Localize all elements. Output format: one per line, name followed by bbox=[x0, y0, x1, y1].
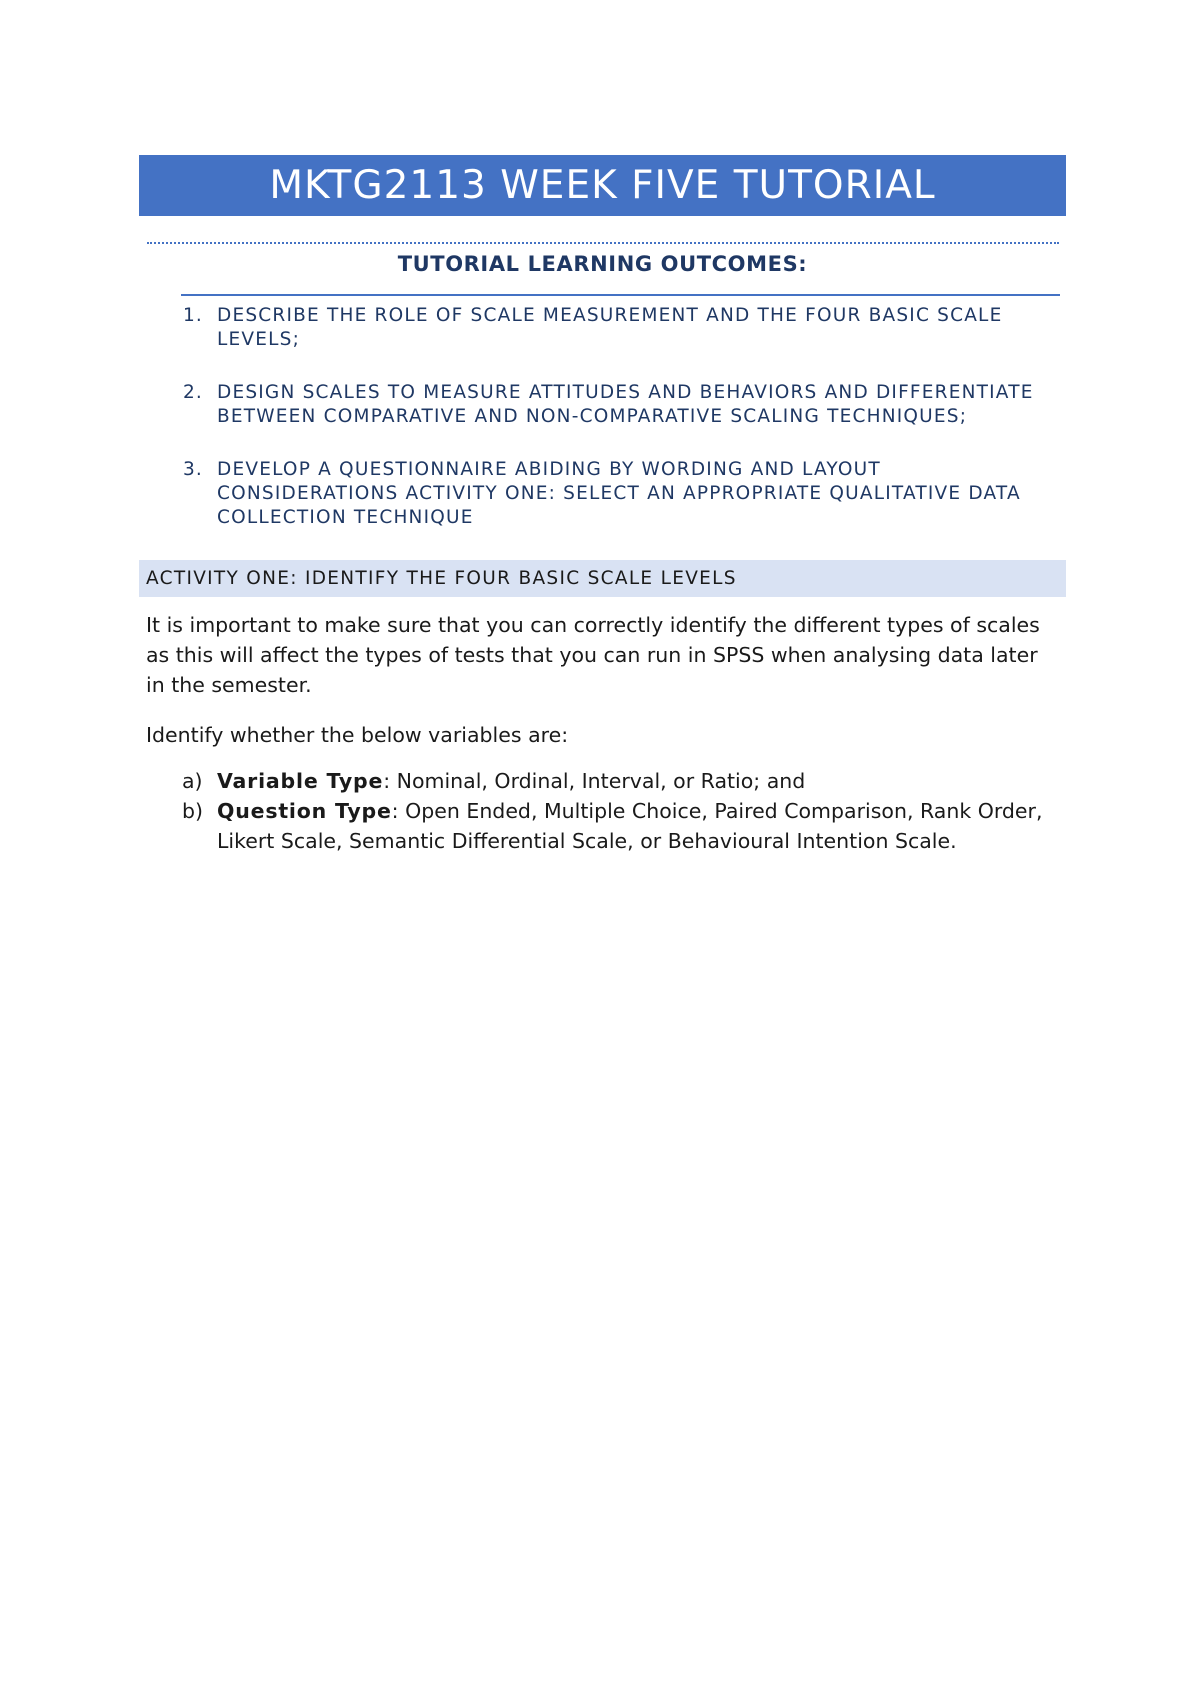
variable-list bbox=[139, 766, 1066, 856]
outcome-text: DESIGN SCALES TO MEASURE ATTITUDES AND BEHAVIORS AND DIFFERENTIATE BETWEEN COMPARATIVE AND NON-COMPARATIVE SCALING TECHNIQUES; bbox=[217, 382, 1034, 427]
outcome-text: DEVELOP A QUESTIONNAIRE ABIDING BY WORDING AND LAYOUT CONSIDERATIONS ACTIVITY ONE: SELECT AN APPROPRIATE QUALITATIVE DATA COLLECTION TECHNIQUE bbox=[217, 459, 1021, 528]
outcome-number: 1. bbox=[182, 305, 203, 326]
list-item-body bbox=[217, 796, 1066, 856]
list-item-term: Variable Type bbox=[217, 769, 384, 793]
dotted-divider bbox=[147, 242, 1059, 244]
outcome-item bbox=[139, 304, 1066, 352]
outcome-number: 3. bbox=[182, 459, 203, 480]
heading-underline bbox=[181, 294, 1060, 296]
outcomes-list bbox=[139, 304, 1066, 530]
list-item-text: : Open Ended, Multiple Choice, Paired Comparison, Rank Order, Likert Scale, Semantic Differential Scale, or Behavioural Intention Scale. bbox=[217, 799, 1043, 853]
list-item bbox=[139, 766, 1066, 796]
outcome-text: DESCRIBE THE ROLE OF SCALE MEASUREMENT AND THE FOUR BASIC SCALE LEVELS; bbox=[217, 305, 1003, 350]
list-item-text: : Nominal, Ordinal, Interval, or Ratio; and bbox=[383, 769, 806, 793]
list-item-term: Question Type bbox=[217, 799, 392, 823]
intro-paragraph: It is important to make sure that you can correctly identify the different types of scales as this will affect the types of tests that you can run in SPSS when analysing data later in the semester. bbox=[146, 613, 1040, 697]
list-marker: a) bbox=[182, 769, 203, 793]
outcome-number: 2. bbox=[182, 382, 203, 403]
outcomes-heading: TUTORIAL LEARNING OUTCOMES: bbox=[397, 252, 808, 276]
instruction-paragraph: Identify whether the below variables are: bbox=[146, 723, 569, 747]
outcome-item bbox=[139, 381, 1066, 429]
document-page bbox=[139, 155, 1066, 856]
list-item-body bbox=[217, 766, 1066, 796]
title-banner bbox=[139, 155, 1066, 216]
activity-heading-bar bbox=[139, 560, 1066, 597]
list-item bbox=[139, 796, 1066, 856]
list-marker: b) bbox=[182, 799, 204, 823]
outcome-item bbox=[139, 458, 1066, 530]
document-title: MKTG2113 WEEK FIVE TUTORIAL bbox=[269, 163, 936, 208]
activity-heading: ACTIVITY ONE: IDENTIFY THE FOUR BASIC SCALE LEVELS bbox=[146, 568, 737, 589]
